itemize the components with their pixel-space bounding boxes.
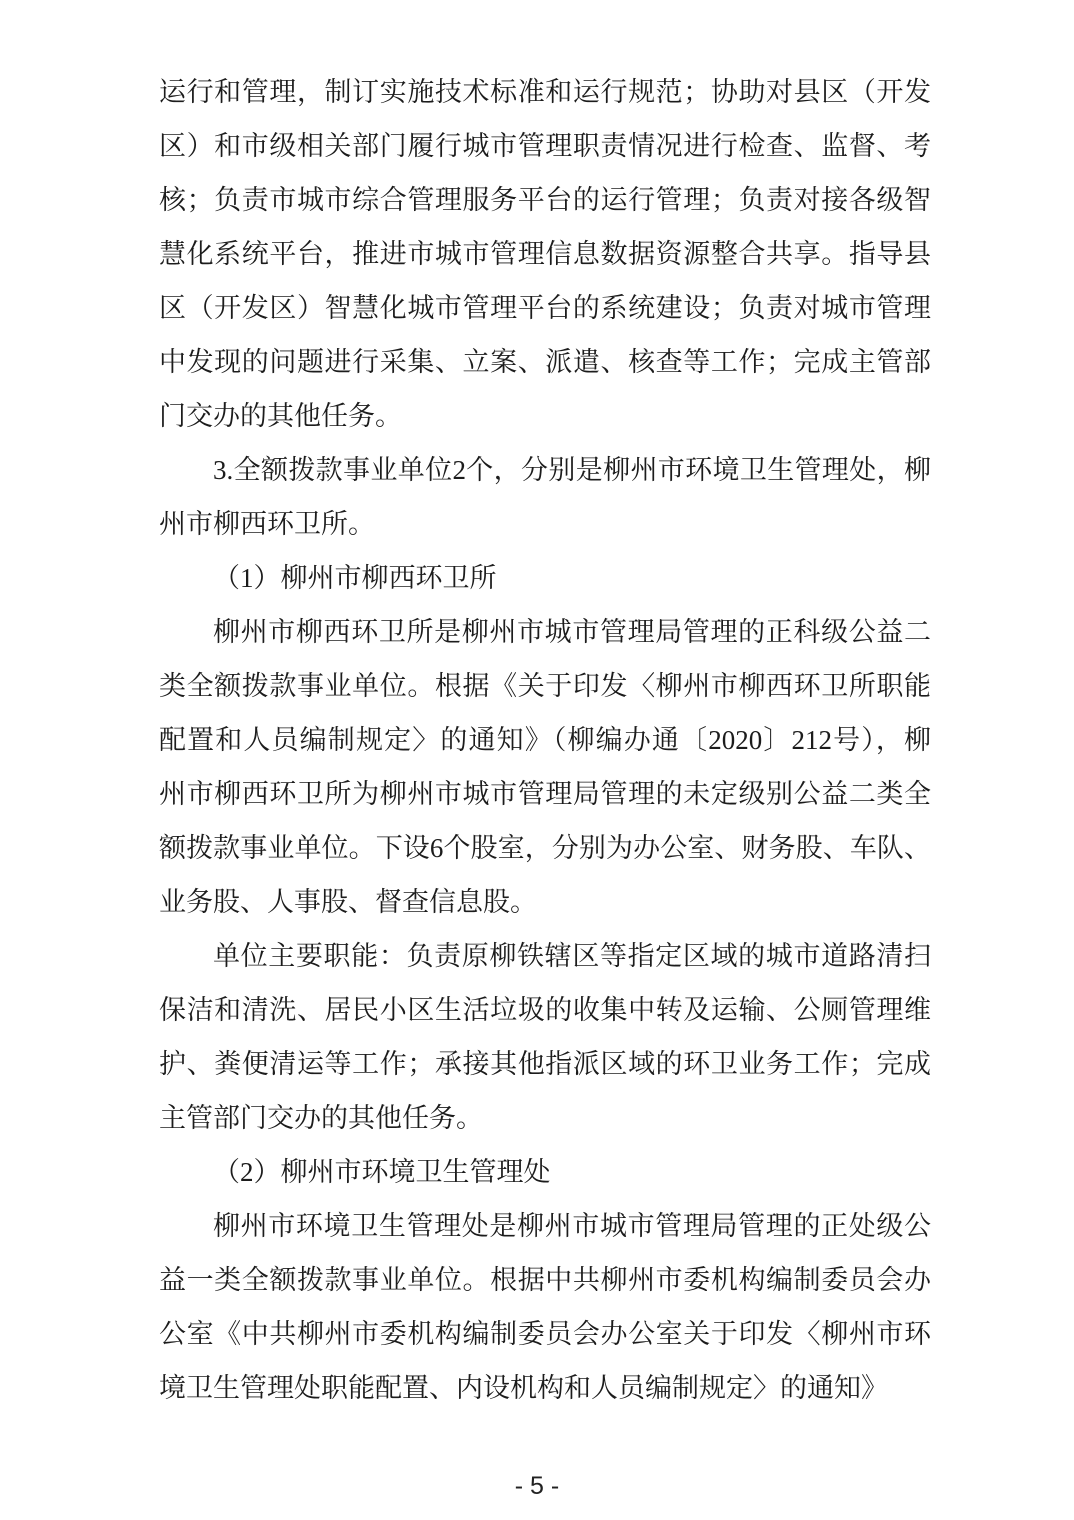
text-line: 中发现的问题进行采集、立案、派遣、核查等工作；完成主管部 [159,347,931,377]
page-number: - 5 - [514,1472,560,1500]
text-line: 3.全额拨款事业单位2个，分别是柳州市环境卫生管理处，柳 [213,455,931,485]
text-line: 柳州市柳西环卫所是柳州市城市管理局管理的正科级公益二 [213,617,931,647]
text-line: 保洁和清洗、居民小区生活垃圾的收集中转及运输、公厕管理维 [159,995,931,1025]
text-line: 区（开发区）智慧化城市管理平台的系统建设；负责对城市管理 [159,293,931,323]
text-line: 主管部门交办的其他任务。 [159,1103,483,1133]
text-line: 区）和市级相关部门履行城市管理职责情况进行检查、监督、考 [159,131,931,161]
text-line: 类全额拨款事业单位。根据《关于印发〈柳州市柳西环卫所职能 [159,671,931,701]
text-line: 额拨款事业单位。下设6个股室，分别为办公室、财务股、车队、 [159,833,931,863]
text-line: 益一类全额拨款事业单位。根据中共柳州市委机构编制委员会办 [159,1265,931,1295]
document-body [159,65,931,1415]
section-heading: （2）柳州市环境卫生管理处 [213,1157,551,1187]
text-line: 柳州市环境卫生管理处是柳州市城市管理局管理的正处级公 [213,1211,931,1241]
text-line: 境卫生管理处职能配置、内设机构和人员编制规定〉的通知》 [159,1373,888,1403]
text-line: 单位主要职能：负责原柳铁辖区等指定区域的城市道路清扫 [213,941,931,971]
text-line: 州市柳西环卫所为柳州市城市管理局管理的未定级别公益二类全 [159,779,931,809]
text-line: 慧化系统平台，推进市城市管理信息数据资源整合共享。指导县 [159,239,931,269]
text-line: 核；负责市城市综合管理服务平台的运行管理；负责对接各级智 [159,185,931,215]
text-line: 护、粪便清运等工作；承接其他指派区域的环卫业务工作；完成 [159,1049,931,1079]
text-line: 业务股、人事股、督查信息股。 [159,887,537,917]
section-heading: （1）柳州市柳西环卫所 [213,563,497,593]
text-line: 运行和管理，制订实施技术标准和运行规范；协助对县区（开发 [159,77,931,107]
text-line: 门交办的其他任务。 [159,401,402,431]
text-line: 州市柳西环卫所。 [159,509,375,539]
text-line: 公室《中共柳州市委机构编制委员会办公室关于印发〈柳州市环 [159,1319,931,1349]
text-line: 配置和人员编制规定〉的通知》（柳编办通〔2020〕212号），柳 [159,725,931,755]
